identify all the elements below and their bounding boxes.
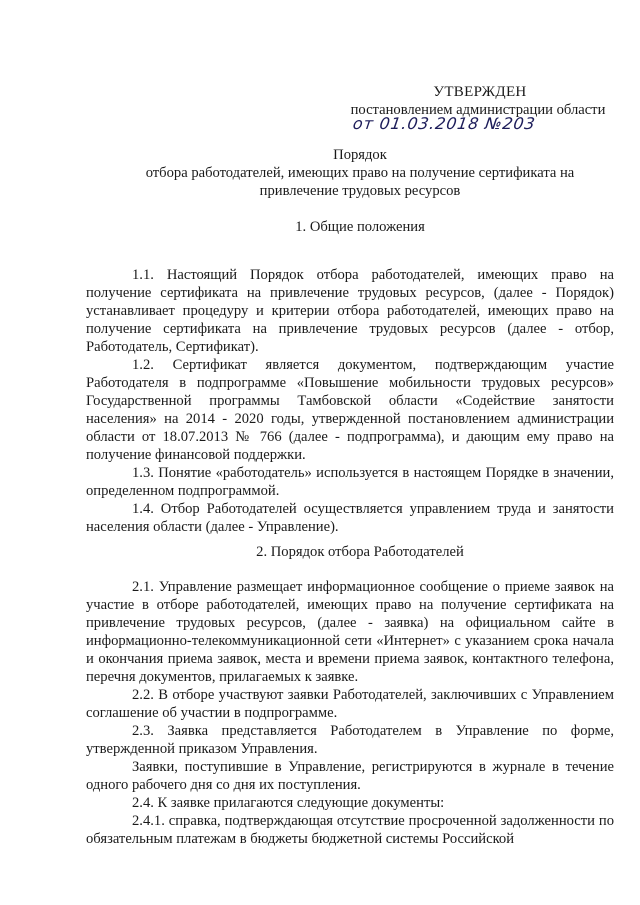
approval-stamp: УТВЕРЖДЕН: [433, 84, 527, 100]
title-line-2: привлечение трудовых ресурсов: [259, 183, 461, 199]
paragraph-1-3: 1.3. Понятие «работодатель» используется в настоящем Порядке в значении, определенном подпрограммой.: [86, 465, 614, 499]
paragraph-1-4: 1.4. Отбор Работодателей осуществляется управлением труда и занятости населения области (далее - Управление).: [86, 501, 614, 535]
paragraph-2-3-note: Заявки, поступившие в Управление, регистрируются в журнале в течение одного рабочего дня со дня их поступления.: [86, 759, 614, 793]
paragraph-1-1: 1.1. Настоящий Порядок отбора работодателей, имеющих право на получение сертификата на привлечение трудовых ресурсов, (далее - Порядок) устанавливает процедуру и критерии отбора работодателей, имеющих право на получение сертификата на привлечение трудовых ресурсов (далее - отбор, Работодатель, Сертификат).: [86, 267, 614, 355]
paragraph-2-1: 2.1. Управление размещает информационное сообщение о приеме заявок на участие в отборе работодателей, имеющих право на получение сертификата на привлечение трудовых ресурсов, (далее - заявка) на официальном сайте в информационно-телекоммуникационной сети «Интернет» с указанием срока начала и окончания приема заявок, места и времени приема заявок, контактного телефона, перечня документов, прилагаемых к заявке.: [86, 579, 614, 685]
section-1-heading: 1. Общие положения: [295, 219, 425, 235]
approval-by: постановлением администрации области: [350, 102, 606, 118]
paragraph-2-4: 2.4. К заявке прилагаются следующие документы:: [132, 795, 445, 811]
paragraph-2-2: 2.2. В отборе участвуют заявки Работодателей, заключивших с Управлением соглашение об участии в подпрограмме.: [86, 687, 614, 721]
paragraph-1-2: 1.2. Сертификат является документом, подтверждающим участие Работодателя в подпрограмме «Повышение мобильности трудовых ресурсов» Государственной программы Тамбовской области «Содействие занятости населения» на 2014 - 2020 годы, утвержденной постановлением администрации области от 18.07.2013 № 766 (далее - подпрограмма), и дающим ему право на получение финансовой поддержки.: [86, 357, 614, 463]
approval-block: [345, 83, 615, 133]
title-heading: Порядок: [333, 147, 387, 163]
title-line-1: отбора работодателей, имеющих право на получение сертификата на: [145, 165, 575, 181]
section-2-heading: 2. Порядок отбора Работодателей: [256, 544, 464, 560]
handwritten-date-number: от 01.03.2018 №203: [351, 114, 537, 133]
section-2-body: [86, 578, 614, 848]
paragraph-2-3: 2.3. Заявка представляется Работодателем в Управление по форме, утвержденной приказом Управления.: [86, 723, 614, 757]
paragraph-2-4-1: 2.4.1. справка, подтверждающая отсутствие просроченной задолженности по обязательным платежам в бюджеты бюджетной системы Российской: [86, 813, 614, 847]
section-1-body: [86, 266, 614, 536]
document-title: [100, 146, 620, 200]
